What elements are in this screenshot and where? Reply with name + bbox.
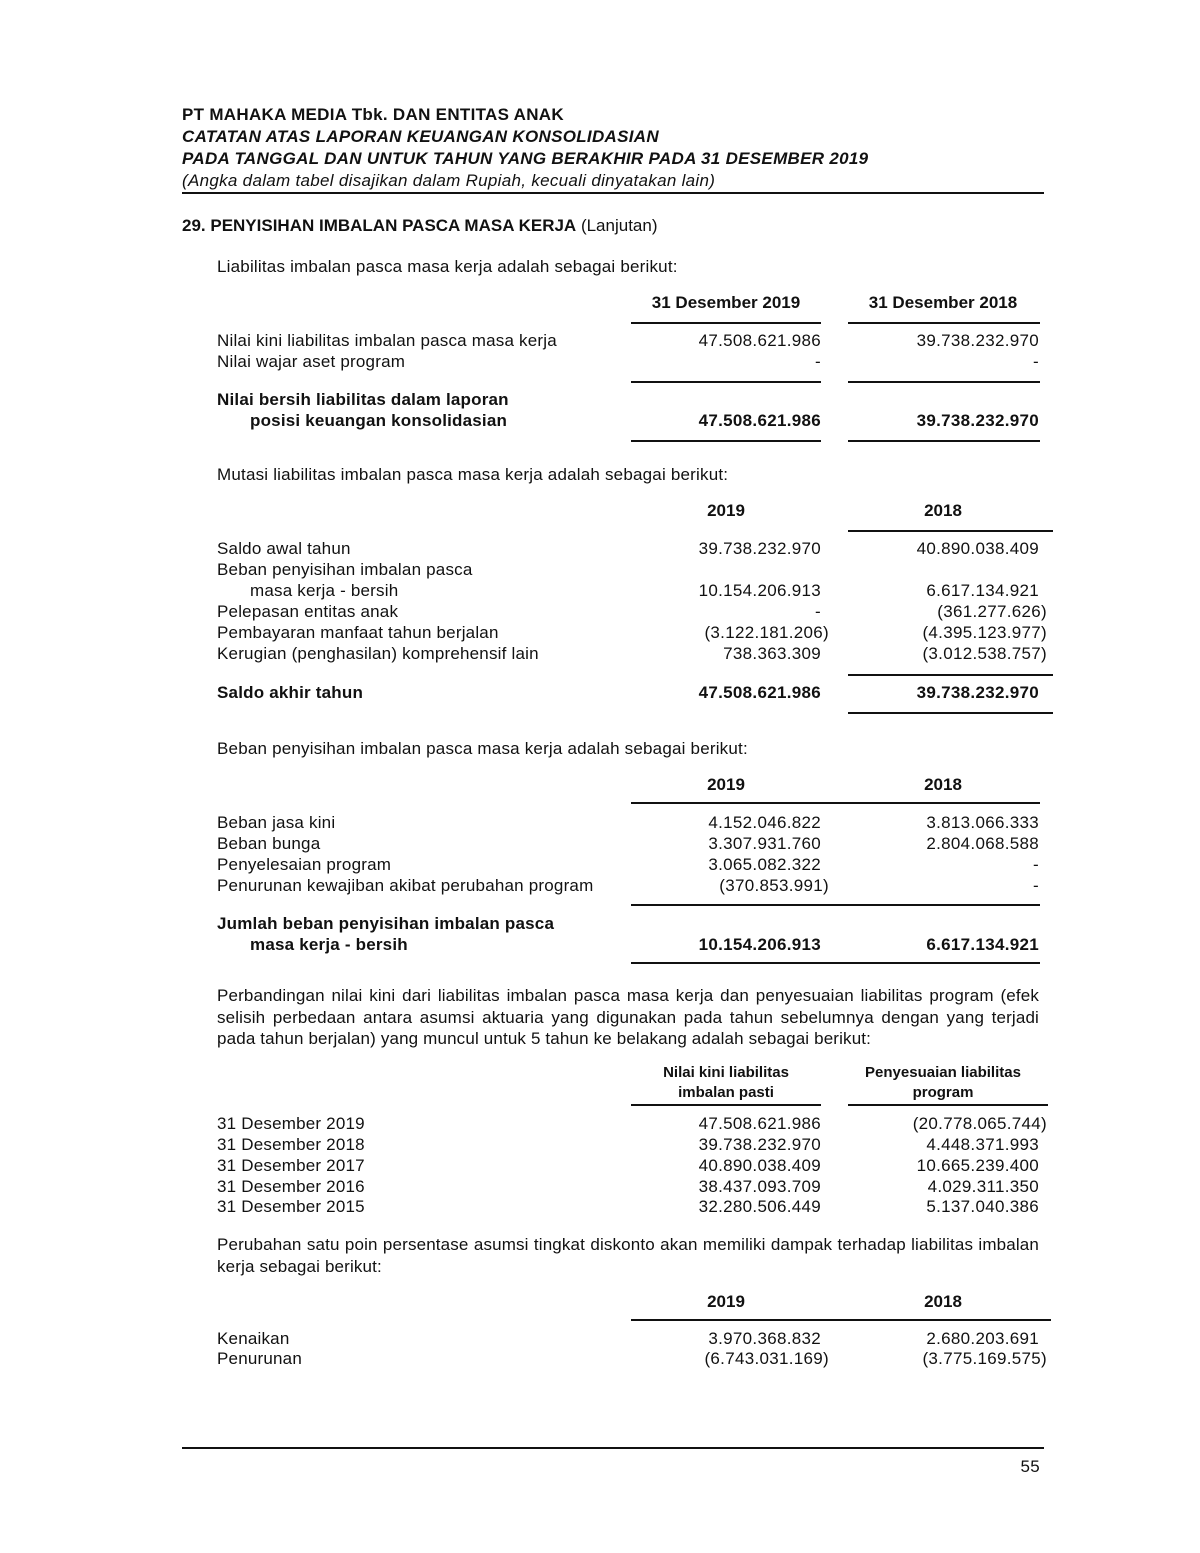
table1-intro: Liabilitas imbalan pasca masa kerja adalah sebagai berikut: [217, 257, 678, 276]
header-rule [182, 192, 1044, 194]
table5-row-value-2019: 3.970.368.832 [708, 1329, 821, 1348]
table4-row-label: 31 Desember 2019 [217, 1114, 365, 1133]
table3-subtotal-rule [631, 904, 1040, 906]
table2-row-value-2019: 738.363.309 [723, 644, 821, 663]
table1-row-label: Nilai kini liabilitas imbalan pasca masa kerja [217, 331, 557, 350]
table1-subtotal-rule [848, 381, 1040, 383]
table1-subtotal-rule [631, 381, 821, 383]
table3-row-label: Penyelesaian program [217, 855, 392, 874]
table1-col2-header: 31 Desember 2018 [868, 293, 1018, 312]
table4-row-value-pv: 32.280.506.449 [698, 1197, 821, 1216]
table2-row-value-2018: (361.277.626) [937, 602, 1047, 621]
table4-row-value-pv: 47.508.621.986 [698, 1114, 821, 1133]
table4-col1-header-line2: imbalan pasti [678, 1084, 774, 1101]
currency-note: (Angka dalam tabel disajikan dalam Rupiah, kecuali dinyatakan lain) [182, 171, 716, 190]
table3-row-value-2019: 3.065.082.322 [708, 855, 821, 874]
table2-row-label: Saldo awal tahun [217, 539, 351, 558]
table1-col1-header: 31 Desember 2019 [651, 293, 801, 312]
table2-row-label: Pelepasan entitas anak [217, 602, 399, 621]
table5-row-label: Penurunan [217, 1349, 302, 1368]
table4-col1-header [631, 1063, 821, 1103]
table2-row-label: Pembayaran manfaat tahun berjalan [217, 623, 499, 642]
table4-row-value-adj: 4.029.311.350 [927, 1177, 1039, 1196]
table1-total-label: Nilai bersih liabilitas dalam laporan [217, 390, 509, 409]
table4-row-value-adj: (20.778.065.744) [912, 1114, 1047, 1133]
table3-intro: Beban penyisihan imbalan pasca masa kerja adalah sebagai berikut: [217, 739, 748, 758]
table2-total-label: Saldo akhir tahun [217, 683, 364, 702]
table4-col2-header-line2: program [912, 1084, 974, 1101]
page-number: 55 [1020, 1457, 1040, 1476]
table4-col2-header-rule [848, 1104, 1048, 1106]
table3-total-label: Jumlah beban penyisihan imbalan pasca [217, 914, 555, 933]
table4-row-value-adj: 10.665.239.400 [916, 1156, 1039, 1175]
table4-row-label: 31 Desember 2015 [217, 1197, 365, 1216]
table5-header-rule [631, 1319, 1051, 1321]
table1-row-value-2018: 39.738.232.970 [916, 331, 1039, 350]
table2-row-label: Beban penyisihan imbalan pasca [217, 560, 473, 579]
table3-row-label: Beban bunga [217, 834, 321, 853]
section-title: 29. PENYISIHAN IMBALAN PASCA MASA KERJA [182, 216, 577, 235]
table3-row-value-2019: 3.307.931.760 [708, 834, 821, 853]
table3-row-value-2018: 3.813.066.333 [926, 813, 1039, 832]
table3-total-label-cont: masa kerja - bersih [250, 935, 408, 954]
table5-row-value-2018: 2.680.203.691 [926, 1329, 1039, 1348]
table1-row-value-2018: - [1033, 352, 1039, 371]
table4-row-value-pv: 39.738.232.970 [698, 1135, 821, 1154]
report-title: CATATAN ATAS LAPORAN KEUANGAN KONSOLIDASIAN [182, 127, 659, 146]
table4-row-label: 31 Desember 2017 [217, 1156, 365, 1175]
section-suffix: (Lanjutan) [580, 216, 658, 235]
table2-total-rule [848, 712, 1053, 714]
table4-col1-header-rule [631, 1104, 821, 1106]
table1-total-rule [631, 440, 821, 442]
table3-total-2018: 6.617.134.921 [926, 935, 1039, 954]
table4-col2-header-line1: Penyesuaian liabilitas [865, 1064, 1021, 1081]
table5-col1-header: 2019 [707, 1292, 745, 1311]
table1-row-value-2019: - [815, 352, 821, 371]
table1-row-label: Nilai wajar aset program [217, 352, 406, 371]
table2-row-label: masa kerja - bersih [250, 581, 399, 600]
table3-row-value-2019: 4.152.046.822 [708, 813, 821, 832]
table4-row-label: 31 Desember 2016 [217, 1177, 365, 1196]
table2-col2-header-rule [848, 530, 1053, 532]
table1-col1-header-rule [631, 322, 821, 324]
table4-intro: Perbandingan nilai kini dari liabilitas imbalan pasca masa kerja dan penyesuaian liabilitas program (efek selisih perbedaan antara asumsi aktuaria yang digunakan pada tahun sebelumnya dengan yang terjadi pada tahun berjalan) yang muncul untuk 5 tahun ke belakang adalah sebagai berikut: [217, 986, 1039, 1048]
table3-col2-header: 2018 [924, 775, 962, 794]
table2-col2-header: 2018 [924, 501, 962, 520]
table1-row-value-2019: 47.508.621.986 [698, 331, 821, 350]
table5-row-label: Kenaikan [217, 1329, 290, 1348]
table3-row-value-2018: 2.804.068.588 [926, 834, 1039, 853]
table2-subtotal-rule [848, 674, 1053, 676]
table1-total-rule [848, 440, 1040, 442]
table3-col1-header: 2019 [707, 775, 745, 794]
section-heading [182, 216, 658, 236]
table2-total-2018: 39.738.232.970 [916, 683, 1039, 702]
table3-row-label: Penurunan kewajiban akibat perubahan program [217, 876, 594, 895]
table4-row-value-pv: 38.437.093.709 [698, 1177, 821, 1196]
table4-row-value-adj: 4.448.371.993 [926, 1135, 1039, 1154]
table2-row-value-2018: 6.617.134.921 [926, 581, 1039, 600]
table3-header-rule [631, 802, 1040, 804]
table2-row-value-2019: 10.154.206.913 [698, 581, 821, 600]
table2-row-value-2019: (3.122.181.206) [704, 623, 829, 642]
table4-col2-header [848, 1063, 1038, 1103]
report-period: PADA TANGGAL DAN UNTUK TAHUN YANG BERAKHIR PADA 31 DESEMBER 2019 [182, 149, 869, 168]
table4-col1-header-line1: Nilai kini liabilitas [663, 1064, 789, 1081]
table3-total-2019: 10.154.206.913 [698, 935, 821, 954]
table1-col2-header-rule [848, 322, 1040, 324]
table3-total-rule [631, 962, 1040, 964]
table5-row-value-2018: (3.775.169.575) [922, 1349, 1047, 1368]
table3-row-value-2019: (370.853.991) [719, 876, 829, 895]
table3-row-label: Beban jasa kini [217, 813, 336, 832]
table4-row-label: 31 Desember 2018 [217, 1135, 365, 1154]
company-name: PT MAHAKA MEDIA Tbk. DAN ENTITAS ANAK [182, 105, 564, 124]
table2-row-value-2018: (3.012.538.757) [922, 644, 1047, 663]
table2-row-value-2019: - [815, 602, 821, 621]
table1-total-label-cont: posisi keuangan konsolidasian [250, 411, 508, 430]
table2-row-value-2018: (4.395.123.977) [922, 623, 1047, 642]
table3-row-value-2018: - [1033, 876, 1039, 895]
table3-row-value-2018: - [1033, 855, 1039, 874]
table4-row-value-adj: 5.137.040.386 [926, 1197, 1039, 1216]
table2-total-2019: 47.508.621.986 [698, 683, 821, 702]
footer-rule [182, 1447, 1044, 1449]
table1-total-2019: 47.508.621.986 [698, 411, 821, 430]
table2-col1-header: 2019 [707, 501, 745, 520]
table2-row-value-2019: 39.738.232.970 [698, 539, 821, 558]
table2-row-label: Kerugian (penghasilan) komprehensif lain [217, 644, 539, 663]
table5-intro: Perubahan satu poin persentase asumsi tingkat diskonto akan memiliki dampak terhadap liabilitas imbalan kerja sebagai berikut: [217, 1235, 1039, 1276]
table5-row-value-2019: (6.743.031.169) [704, 1349, 829, 1368]
table2-row-value-2018: 40.890.038.409 [916, 539, 1039, 558]
table5-col2-header: 2018 [924, 1292, 962, 1311]
table1-total-2018: 39.738.232.970 [916, 411, 1039, 430]
table4-row-value-pv: 40.890.038.409 [698, 1156, 821, 1175]
table2-intro: Mutasi liabilitas imbalan pasca masa kerja adalah sebagai berikut: [217, 465, 729, 484]
